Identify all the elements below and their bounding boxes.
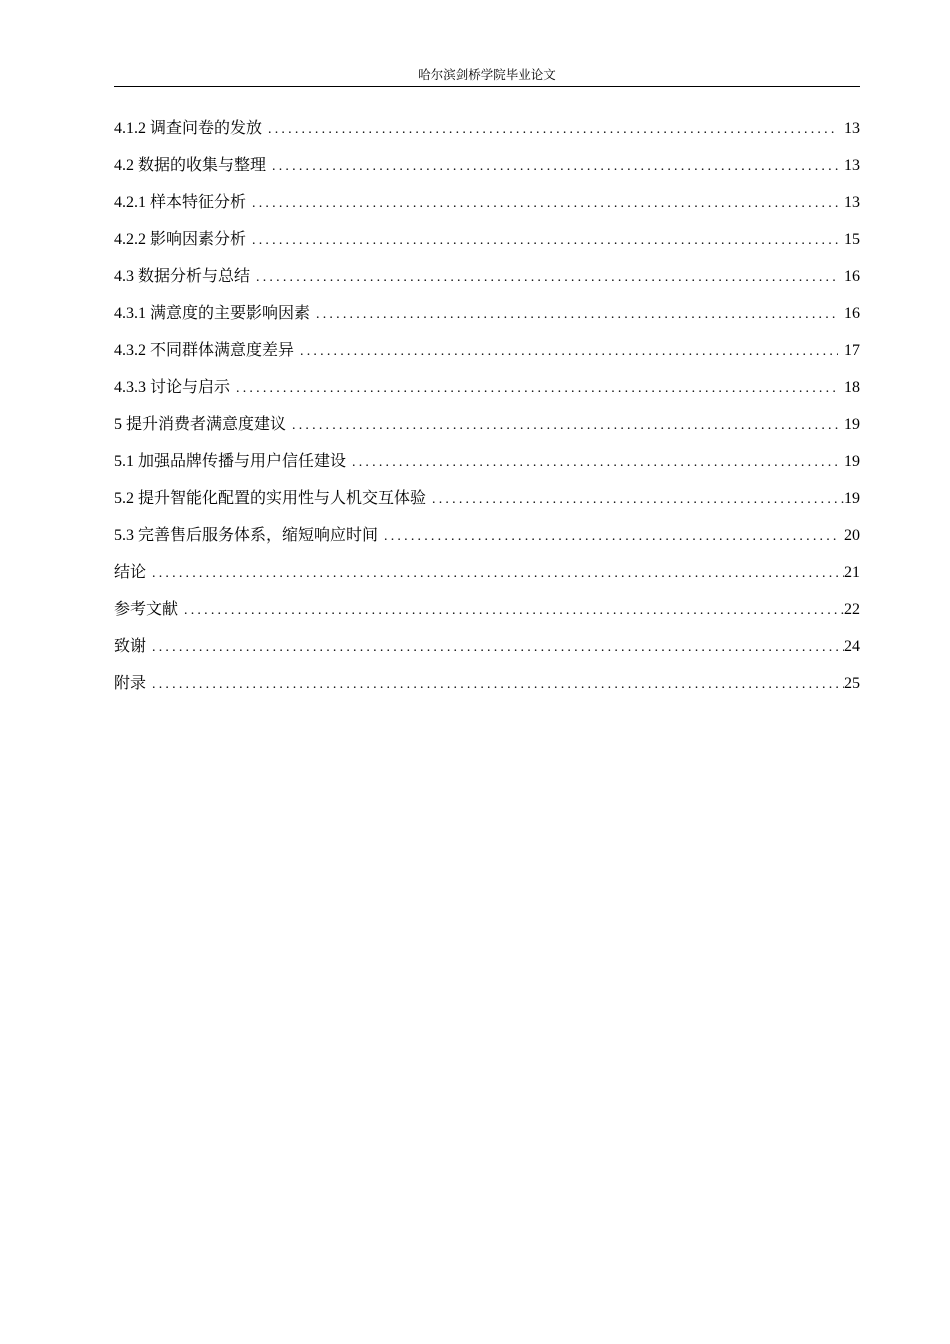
toc-entry-page: 19 [844,416,860,433]
toc-leader-dots [152,559,844,589]
toc-entry-label: 5.1 加强品牌传播与用户信任建设 [114,453,347,470]
toc-entry-label: 4.1.2 调查问卷的发放 [114,120,263,137]
table-of-contents [114,114,860,706]
toc-entry[interactable] [114,336,860,373]
toc-leader-dots [268,115,838,145]
toc-entry-page: 16 [844,305,860,322]
toc-entry[interactable] [114,669,860,706]
toc-entry[interactable] [114,595,860,632]
toc-entry[interactable] [114,373,860,410]
toc-leader-dots [432,485,844,515]
toc-entry-label: 参考文献 [114,601,179,618]
toc-entry-page: 13 [844,194,860,211]
toc-entry-page: 19 [844,490,860,507]
toc-entry-label: 4.2 数据的收集与整理 [114,157,267,174]
toc-leader-dots [252,189,838,219]
toc-entry[interactable] [114,299,860,336]
toc-entry[interactable] [114,521,860,558]
toc-leader-dots [256,263,838,293]
toc-entry-label: 附录 [114,675,147,692]
toc-entry[interactable] [114,262,860,299]
toc-entry-page: 22 [844,601,860,618]
toc-leader-dots [252,226,838,256]
toc-entry[interactable] [114,225,860,262]
toc-entry-page: 20 [844,527,860,544]
toc-entry-page: 21 [844,564,860,581]
toc-entry[interactable] [114,447,860,484]
toc-entry-label: 5.2 提升智能化配置的实用性与人机交互体验 [114,490,427,507]
toc-entry-page: 18 [844,379,860,396]
toc-entry-page: 13 [844,120,860,137]
toc-leader-dots [236,374,838,404]
toc-leader-dots [316,300,838,330]
toc-entry[interactable] [114,484,860,521]
toc-entry[interactable] [114,151,860,188]
page-header [114,66,860,87]
toc-leader-dots [152,670,844,700]
toc-leader-dots [300,337,838,367]
toc-entry[interactable] [114,410,860,447]
toc-entry-page: 24 [844,638,860,655]
toc-leader-dots [152,633,844,663]
toc-entry[interactable] [114,114,860,151]
toc-entry-label: 结论 [114,564,147,581]
toc-leader-dots [292,411,838,441]
toc-entry-label: 5 提升消费者满意度建议 [114,416,287,433]
toc-leader-dots [184,596,844,626]
toc-entry-label: 5.3 完善售后服务体系，缩短响应时间 [114,527,379,544]
toc-entry-label: 4.3.1 满意度的主要影响因素 [114,305,311,322]
toc-entry-label: 4.2.1 样本特征分析 [114,194,247,211]
toc-entry-page: 13 [844,157,860,174]
header-title: 哈尔滨剑桥学院毕业论文 [418,68,556,82]
toc-entry-label: 4.3.2 不同群体满意度差异 [114,342,295,359]
toc-entry[interactable] [114,558,860,595]
toc-entry[interactable] [114,188,860,225]
toc-entry-page: 15 [844,231,860,248]
toc-entry-label: 4.2.2 影响因素分析 [114,231,247,248]
toc-entry[interactable] [114,632,860,669]
toc-entry-label: 致谢 [114,638,147,655]
toc-entry-page: 19 [844,453,860,470]
toc-leader-dots [384,522,838,552]
toc-leader-dots [272,152,838,182]
toc-entry-page: 25 [844,675,860,692]
toc-leader-dots [352,448,838,478]
toc-entry-page: 17 [844,342,860,359]
toc-entry-page: 16 [844,268,860,285]
toc-entry-label: 4.3.3 讨论与启示 [114,379,231,396]
toc-entry-label: 4.3 数据分析与总结 [114,268,251,285]
